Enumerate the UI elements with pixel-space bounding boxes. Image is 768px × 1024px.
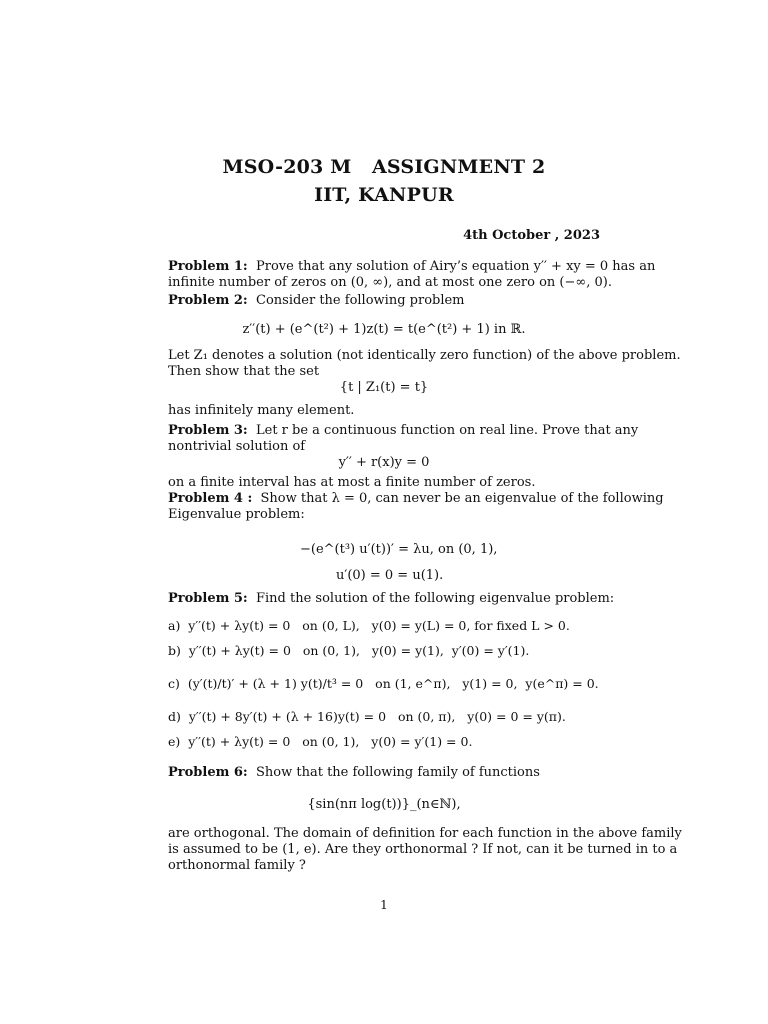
item-text: y′′(t) + λy(t) = 0 on (0, 1), y(0) = y(1), y′(0) = y′(1).: [188, 643, 530, 658]
problem-1-line-2: infinite number of zeros on (0, ∞), and at most one zero on (−∞, 0).: [168, 275, 612, 290]
problem-6-label: Problem 6:: [168, 765, 248, 780]
assignment-date: 4th October , 2023: [463, 228, 600, 243]
problem-5-item-a: [168, 618, 570, 633]
problem-2-text: [168, 348, 681, 380]
problem-1-line-1: Prove that any solution of Airy’s equation y′′ + xy = 0 has an: [256, 259, 656, 274]
problem-6-family: {sin(nπ log(t))}_(n∈ℕ),: [307, 797, 461, 812]
problem-6-intro: Show that the following family of functions: [256, 765, 540, 780]
item-tag: e): [168, 734, 181, 749]
item-text: y′′(t) + λy(t) = 0 on (0, 1), y(0) = y′(1) = 0.: [188, 734, 473, 749]
item-text: y′′(t) + λy(t) = 0 on (0, L), y(0) = y(L) = 0, for fixed L > 0.: [188, 618, 570, 633]
item-tag: d): [168, 709, 181, 724]
assignment-title: MSO-203 M ASSIGNMENT 2: [222, 156, 546, 178]
problem-5-item-b: [168, 643, 529, 658]
problem-2-text-3: has infinitely many element.: [168, 403, 355, 418]
problem-6-line-3: orthonormal family ?: [168, 858, 306, 873]
problem-2-heading: [168, 293, 600, 309]
problem-4-line-1: Show that λ = 0, can never be an eigenvalue of the following: [260, 491, 664, 506]
problem-1-label: Problem 1:: [168, 259, 248, 274]
problem-6-line-1: are orthogonal. The domain of definition for each function in the above family: [168, 826, 682, 841]
problem-4-equation-2: u′(0) = 0 = u(1).: [336, 568, 444, 583]
problem-6-heading: [168, 765, 600, 781]
problem-1: [168, 259, 656, 291]
problem-3-line-1: Let r be a continuous function on real line. Prove that any: [256, 423, 639, 438]
problem-2-label: Problem 2:: [168, 293, 248, 308]
problem-2-equation: z′′(t) + (e^(t²) + 1)z(t) = t(e^(t²) + 1) in ℝ.: [242, 322, 526, 337]
item-text: (y′(t)/t)′ + (λ + 1) y(t)/t³ = 0 on (1, e^π), y(1) = 0, y(e^π) = 0.: [187, 676, 599, 691]
problem-3-label: Problem 3:: [168, 423, 248, 438]
problem-4: [168, 491, 664, 523]
problem-3: [168, 423, 639, 455]
problem-5-heading: [168, 591, 615, 607]
problem-5-item-d: [168, 709, 566, 724]
problem-5-item-e: [168, 734, 472, 749]
problem-5-label: Problem 5:: [168, 591, 248, 606]
problem-4-equation-1: −(e^(t³) u′(t))′ = λu, on (0, 1),: [300, 542, 498, 557]
problem-4-label: Problem 4 :: [168, 491, 253, 506]
problem-2-text-2: Then show that the set: [168, 364, 320, 379]
problem-3-equation: y′′ + r(x)y = 0: [338, 455, 430, 470]
problem-5-item-c: [168, 676, 599, 691]
problem-5-intro: Find the solution of the following eigenvalue problem:: [256, 591, 615, 606]
problem-3-line-3: on a finite interval has at most a finite number of zeros.: [168, 475, 536, 490]
problem-2-intro: Consider the following problem: [256, 293, 465, 308]
item-tag: b): [168, 643, 181, 658]
page-number: 1: [380, 898, 388, 912]
problem-2-text-1: Let Z₁ denotes a solution (not identically zero function) of the above problem.: [168, 348, 681, 363]
problem-6-text: [168, 826, 682, 874]
item-tag: a): [168, 618, 181, 633]
problem-6-line-2: is assumed to be (1, e). Are they orthonormal ? If not, can it be turned in to a: [168, 842, 678, 857]
problem-4-line-2: Eigenvalue problem:: [168, 507, 305, 522]
item-tag: c): [168, 676, 180, 691]
problem-2-set: {t | Z₁(t) = t}: [339, 380, 429, 395]
problem-3-line-2: nontrivial solution of: [168, 439, 306, 454]
item-text: y′′(t) + 8y′(t) + (λ + 16)y(t) = 0 on (0, π), y(0) = 0 = y(π).: [188, 709, 566, 724]
institute-name: IIT, KANPUR: [314, 184, 454, 206]
